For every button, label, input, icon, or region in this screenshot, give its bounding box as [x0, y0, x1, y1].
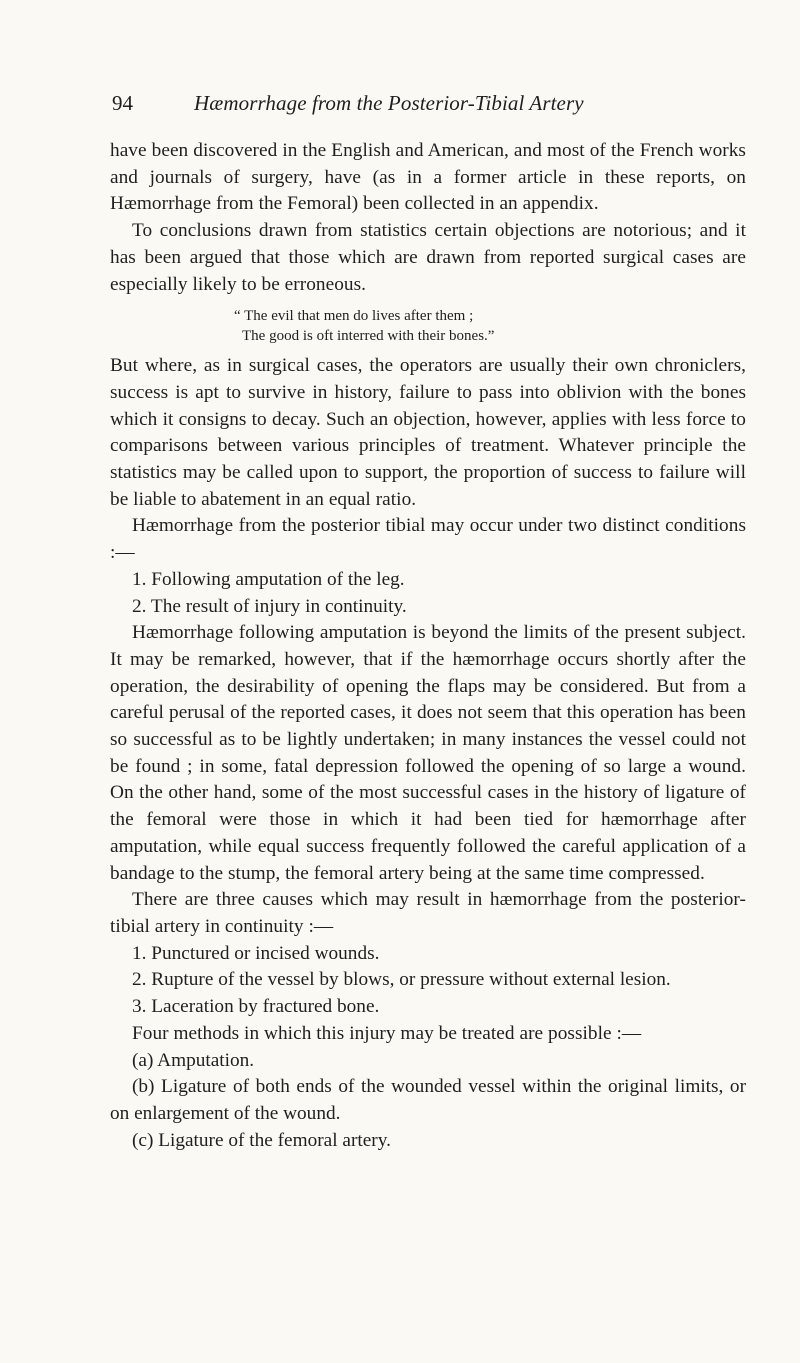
- condition-item-1: 1. Following amputation of the leg.: [132, 568, 405, 590]
- shakespeare-quote: [110, 306, 746, 346]
- running-title: Hæmorrhage from the Posterior-Tibial Artery: [194, 91, 584, 115]
- method-item-b: (b) Ligature of both ends of the wounded vessel within the original limits, or on enlargement of the wound.: [110, 1076, 746, 1124]
- paragraph-two-conditions: Hæmorrhage from the posterior tibial may occur under two distinct conditions :—: [110, 515, 746, 564]
- running-head: [112, 88, 744, 118]
- method-item-a: (a) Amputation.: [132, 1049, 255, 1071]
- paragraph-amputation: Hæmorrhage following amputation is beyond the limits of the present subject. It may be remarked, however, that if the hæmorrhage occurs shortly after the operation, the desirability of opening the flaps may be considered. But from a careful perusal of the reported cases, it does not seem that this operation has been so successful as to be lightly undertaken; in many instances the vessel could not be found ; in some, fatal depression followed the opening of so large a wound. On the other hand, some of the most successful cases in the history of ligature of the femoral were those in which it had been tied for hæmorrhage after amputation, while equal success frequently followed the careful application of a bandage to the stump, the femoral artery being at the same time compressed.: [110, 622, 746, 884]
- page-number: 94: [112, 91, 133, 115]
- paragraph-four-methods: Four methods in which this injury may be treated are possible :—: [132, 1022, 642, 1044]
- method-item-c: (c) Ligature of the femoral artery.: [132, 1129, 391, 1151]
- cause-item-1: 1. Punctured or incised wounds.: [132, 942, 380, 964]
- body-text: [110, 138, 746, 1154]
- paragraph-continuation: have been discovered in the English and American, and most of the French works and journals of surgery, have (as in a former article in these reports, on Hæmorrhage from the Femoral) been collected in an appendix.: [110, 140, 746, 215]
- condition-item-2: 2. The result of injury in continuity.: [132, 595, 407, 617]
- paragraph-conclusions: To conclusions drawn from statistics certain objections are notorious; and it has been argued that those which are drawn from reported surgical cases are especially likely to be erroneous.: [110, 220, 746, 295]
- paragraph-three-causes: There are three causes which may result in hæmorrhage from the posterior-tibial artery in continuity :—: [110, 889, 746, 937]
- quote-line-2: The good is oft interred with their bones.”: [242, 328, 495, 345]
- quote-line-1: “ The evil that men do lives after them ;: [234, 308, 474, 325]
- cause-item-2: 2. Rupture of the vessel by blows, or pressure without external lesion.: [132, 969, 671, 991]
- paragraph-operators: But where, as in surgical cases, the operators are usually their own chroniclers, success is apt to survive in history, failure to pass into oblivion with the bones which it consigns to decay. Such an objection, however, applies with less force to comparisons between various principles of treatment. Whatever principle the statistics may be called upon to support, the proportion of success to failure will be liable to abatement in an equal ratio.: [110, 355, 746, 510]
- cause-item-3: 3. Laceration by fractured bone.: [132, 996, 380, 1018]
